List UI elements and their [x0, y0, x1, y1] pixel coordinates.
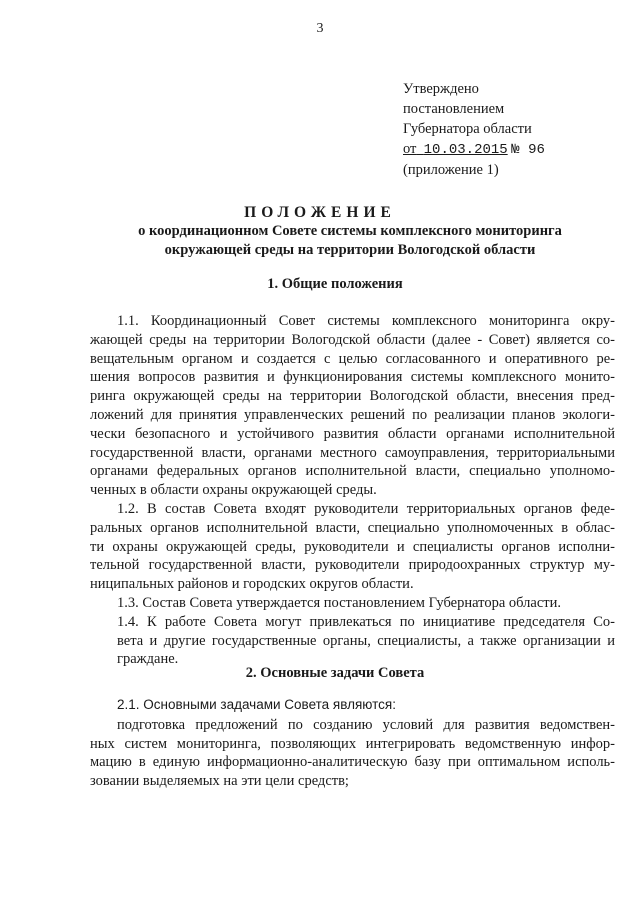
section-1-line: вещательным органом и создается с целью согласованного и оперативного ре-: [90, 350, 615, 367]
section-1-line: органами федеральных органов исполнительной власти, специально уполномо-: [90, 463, 615, 480]
subtitle-line-2: окружающей среды на территории Вологодской области: [164, 242, 536, 258]
subtitle-line-1: о координационном Совете системы комплексного мониторинга: [138, 223, 562, 239]
page-number: 3: [316, 21, 324, 36]
approval-line-5: (приложение 1): [403, 162, 499, 178]
section-heading-2: 2. Основные задачи Совета: [245, 665, 425, 681]
section-1-line: тельной государственной власти, руководители природоохранных структур му-: [90, 557, 615, 574]
section-heading-1: 1. Общие положения: [267, 276, 403, 292]
section-2-line: зовании выделяемых на эти цели средств;: [90, 773, 349, 790]
section-1-line: 1.2. В состав Совета входят руководители территориальных органов феде-: [117, 500, 615, 517]
section-1-line: жающей среды на территории Вологодской области (далее - Совет) является со-: [90, 331, 615, 348]
section-1-line: 1.4. К работе Совета могут привлекаться по инициативе председателя Со-: [117, 613, 615, 630]
approval-line-2: постановлением: [403, 101, 505, 117]
section-1-line: ти охраны окружающей среды, руководители и специалисты органов исполни-: [90, 538, 615, 555]
section-1-line: государственной власти, органами местного самоуправления, территориальными: [90, 444, 615, 461]
approval-date-prefix: от: [403, 141, 417, 157]
approval-line-3: Губернатора области: [403, 121, 532, 137]
section-1-line: ложений для принятия управленческих решений по реализации планов экологи-: [90, 406, 615, 423]
approval-number: № 96: [511, 142, 545, 158]
section-1-line: ринга окружающей среды на территории Вологодской области, внесения пред-: [90, 388, 615, 405]
section-1-line: чески безопасного и устойчивого развития области органами исполнительной: [90, 425, 615, 442]
section-1-line: 1.3. Состав Совета утверждается постановлением Губернатора области.: [117, 594, 561, 611]
section-1-line: вета и другие государственные органы, специалисты, а также организации и: [117, 632, 615, 649]
section-1-line: 1.1. Координационный Совет системы комплексного мониторинга окру-: [117, 313, 615, 329]
approval-date-line: [403, 139, 545, 160]
section-1-line: ниципальных районов и городских округов области.: [90, 576, 414, 593]
section-1-line: граждане.: [117, 651, 179, 668]
section-1-line: ченных в области охраны окружающей среды.: [90, 482, 377, 499]
document-subtitle: [60, 222, 640, 260]
section-1-line: шения вопросов развития и функционирования системы комплексного монито-: [90, 369, 615, 386]
approval-date: 10.03.2015: [423, 142, 508, 158]
approval-stamp: [403, 79, 545, 180]
section-2-line: ных систем мониторинга, позволяющих интегрировать ведомственную инфор-: [90, 735, 615, 752]
section-2-line: подготовка предложений по созданию условий для развития ведомствен-: [117, 716, 615, 733]
section-2-body: [90, 696, 615, 791]
section-1-body: [90, 312, 615, 669]
section-2-line: мацию в единую информационно-аналитическую базу при оптимальном исполь-: [90, 754, 615, 771]
approval-line-1: Утверждено: [403, 81, 479, 97]
document-title: ПОЛОЖЕНИЕ: [244, 204, 396, 221]
section-1-line: ральных органов исполнительной власти, специально уполномоченных в облас-: [90, 519, 615, 536]
section-2-line: 2.1. Основными задачами Совета являются:: [117, 697, 396, 712]
